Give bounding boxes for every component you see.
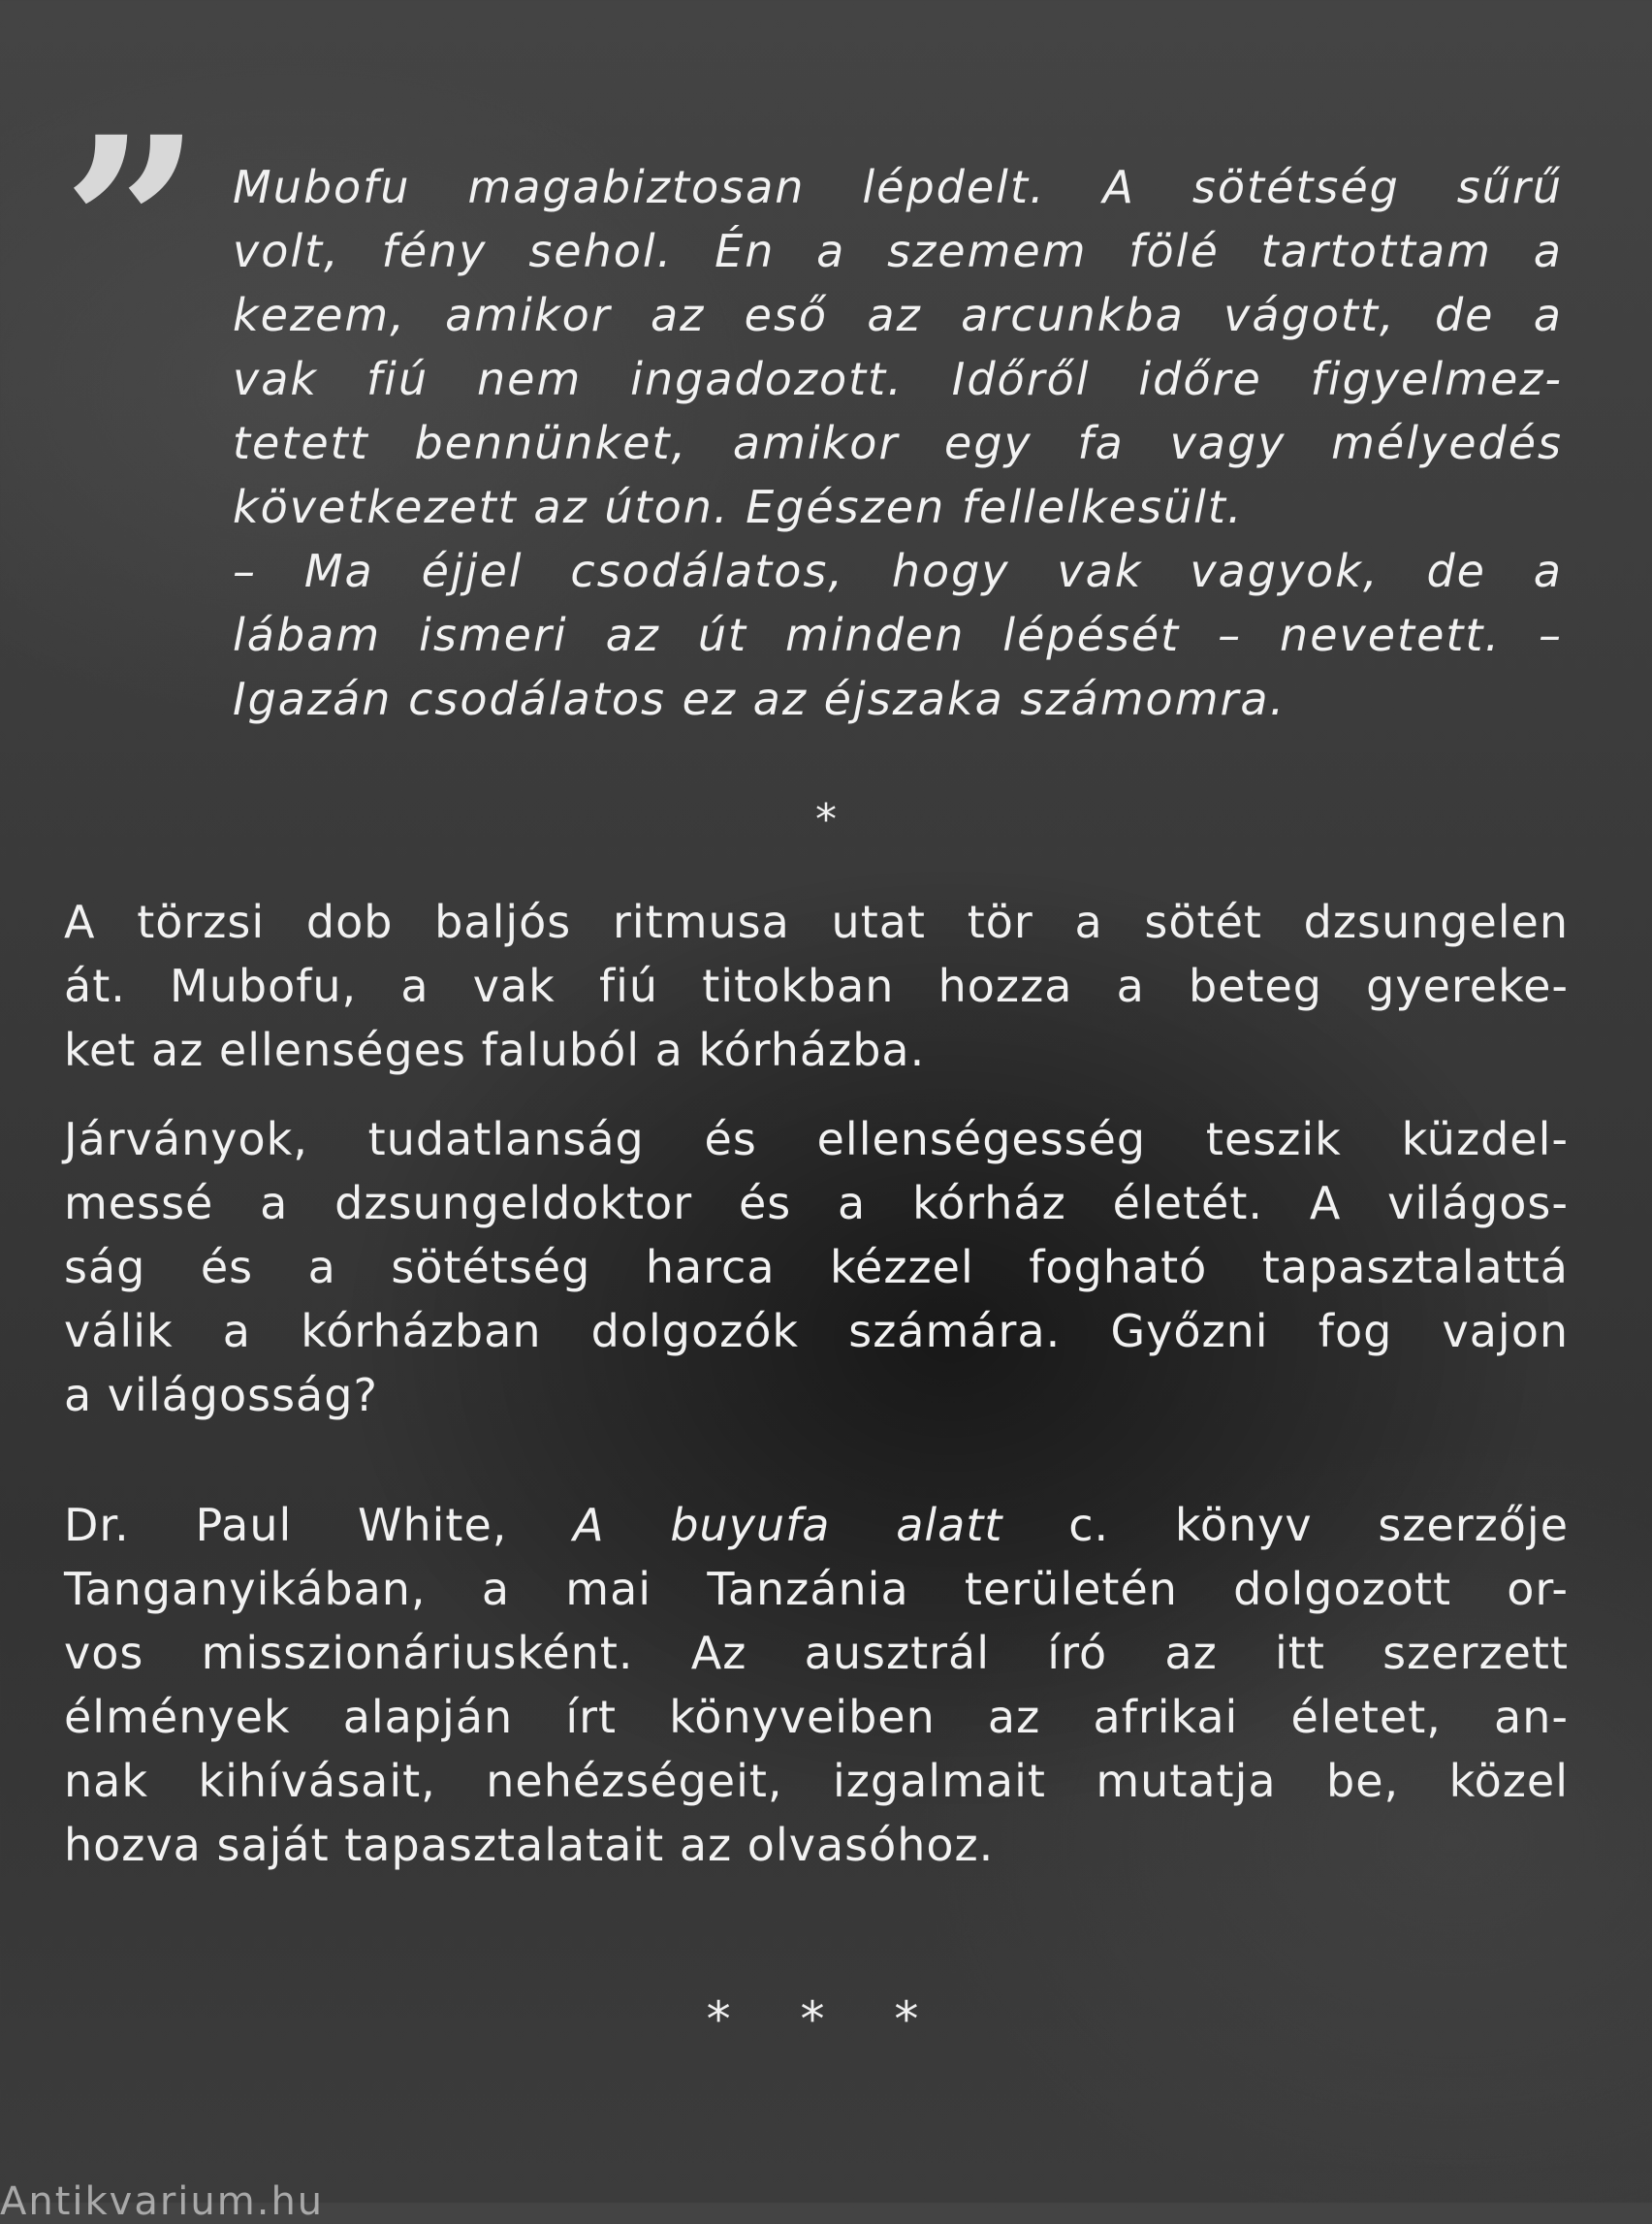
paragraph-line: át. Mubofu, a vak fiú titokban hozza a beteg gyereke- (64, 960, 1569, 1012)
section-separator: * (815, 795, 837, 844)
paragraph-line: messé a dzsungeldoktor és a kórház életét. A világos- (64, 1177, 1569, 1229)
quote-line: tetett bennünket, amikor egy fa vagy mélyedés (233, 417, 1563, 469)
author-intro: Dr. Paul White, (64, 1499, 508, 1551)
paragraph-line: ság és a sötétség harca kézzel fogható tapasztalattá (64, 1241, 1569, 1293)
paragraph-line: a világosság? (64, 1369, 378, 1421)
quote-line: következett az úton. Egészen fellelkesült. (233, 481, 1244, 533)
author-intro-end: c. könyv szerzője (1068, 1499, 1570, 1551)
quote-line: volt, fény sehol. Én a szemem fölé tartottam a (233, 225, 1563, 277)
paragraph-line: A törzsi dob baljós ritmusa utat tör a sötét dzsungelen (64, 896, 1569, 948)
quote-line: lábam ismeri az út minden lépését – nevetett. – (233, 609, 1563, 661)
paragraph-line: nak kihívásait, nehézségeit, izgalmait mutatja be, közel (64, 1755, 1569, 1807)
paragraph-synopsis (64, 890, 1569, 1082)
paragraph-line (64, 1493, 1569, 1557)
end-stars: * * * (706, 1991, 946, 2048)
paragraph-line: Tanganyikában, a mai Tanzánia területén dolgozott or- (64, 1563, 1569, 1615)
paragraph-line: élmények alapján írt könyveiben az afrikai életet, an- (64, 1691, 1569, 1743)
quote-line: Igazán csodálatos ez az éjszaka számomra. (233, 673, 1287, 725)
quotation-mark: ” (62, 83, 173, 368)
paragraph-themes (64, 1107, 1569, 1427)
paragraph-line: ket az ellenséges faluból a kórházba. (64, 1024, 926, 1076)
quote-passage (233, 155, 1563, 731)
book-title: A buyufa alatt (573, 1499, 1003, 1551)
paragraph-line: Járványok, tudatlanság és ellenségesség teszik küzdel- (64, 1113, 1569, 1165)
paragraph-line: válik a kórházban dolgozók számára. Győzni fog vajon (64, 1305, 1569, 1357)
watermark: Antikvarium.hu (0, 2179, 325, 2224)
paragraph-line: vos misszionáriusként. Az ausztrál író az itt szerzett (64, 1627, 1569, 1679)
paragraph-line: hozva saját tapasztalatait az olvasóhoz. (64, 1819, 995, 1871)
quote-line: kezem, amikor az eső az arcunkba vágott, de a (233, 289, 1563, 341)
quote-line: vak fiú nem ingadozott. Időről időre figyelmez- (233, 353, 1563, 405)
quote-line: – Ma éjjel csodálatos, hogy vak vagyok, de a (233, 545, 1563, 597)
quote-line: Mubofu magabiztosan lépdelt. A sötétség sűrű (233, 161, 1563, 213)
paragraph-author (64, 1493, 1569, 1877)
